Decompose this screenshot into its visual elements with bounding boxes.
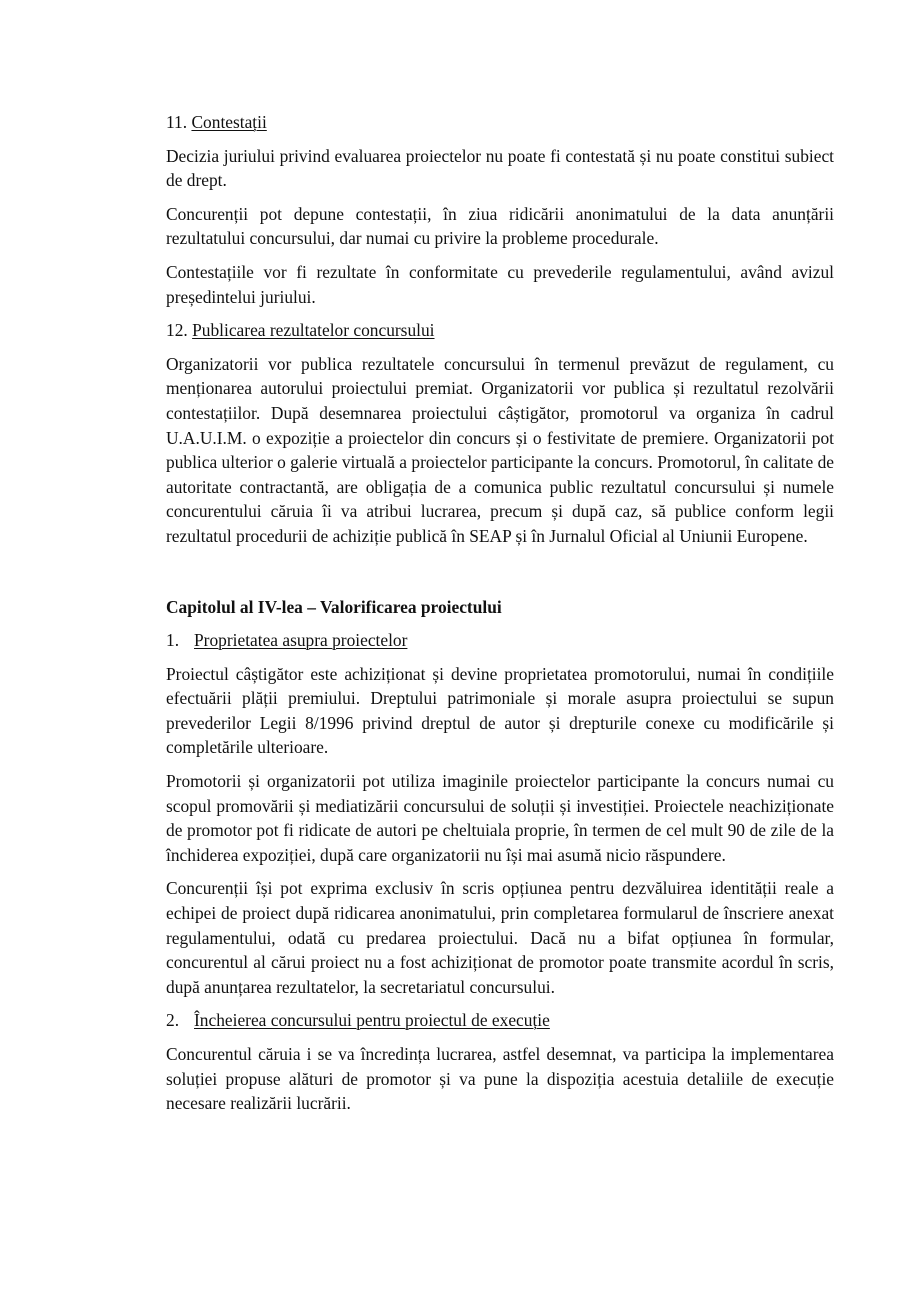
section-heading-publicarea-rezultatelor [166,318,834,343]
paragraph: Decizia juriului privind evaluarea proiectelor nu poate fi contestată și nu poate constitui subiect de drept. [166,145,834,191]
section-heading-incheierea-concursului [166,1008,834,1033]
section-heading-proprietatea [166,628,834,653]
section-title: Publicarea rezultatelor concursului [192,320,435,341]
section-title: Încheierea concursului pentru proiectul de execuție [194,1010,550,1031]
section-number: 12. [166,320,188,341]
section-number: 1. [166,630,180,651]
paragraph: Concurenții pot depune contestații, în ziua ridicării anonimatului de la data anunțării rezultatului concursului, dar numai cu privire la probleme procedurale. [166,203,834,249]
paragraph: Concurenții își pot exprima exclusiv în scris opțiunea pentru dezvăluirea identității reale a echipei de proiect după ridicarea anonimatului, prin completarea formularul de înscriere anexat regulamentului, odată cu predarea proiectului. Dacă nu a bifat opțiunea în formular, concurentul al cărui proiect nu a fost achiziționat de promotor poate transmite acordul în scris, după anunțarea rezultatelor, la secretariatul concursului. [166,878,834,997]
section-number: 11. [166,112,188,132]
section-title: Proprietatea asupra proiectelor [194,630,408,651]
paragraph: Concurentul căruia i se va încredința lucrarea, astfel desemnat, va participa la implementarea soluției propuse alături de promotor și va pune la dispoziția acestuia detaliile de execuție necesare realizării lucrării. [166,1044,834,1114]
paragraph: Proiectul câștigător este achiziționat și devine proprietatea promotorului, numai în condițiile efectuării plății premiului. Dreptului patrimoniale și morale asupra proiectului se supun prevederilor Legii 8/1996 privind dreptul de autor și drepturile conexe cu modificările și completările ulterioare. [166,663,834,758]
chapter-title: Capitolul al IV-lea – Valorificarea proiectului [166,596,502,617]
document-page [166,110,834,1125]
paragraph: Organizatorii vor publica rezultatele concursului în termenul prevăzut de regulament, cu menționarea autorului proiectului premiat. Organizatorii vor publica și rezultatul rezolvării contestațiilor. După desemnarea proiectului câștigător, promotorul va organiza în cadrul U.A.U.I.M. o expoziție a proiectelor din concurs și o festivitate de premiere. Organizatorii pot publica ulterior o galerie virtuală a proiectelor participante la concurs. Promotorul, în calitate de autoritate contractantă, are obligația de a comunica public rezultatul concursului și numele concurentului căruia îi va atribui lucrarea, precum și după caz, să publice conform legii rezultatul procedurii de achiziție publică în SEAP și în Jurnalul Oficial al Uniunii Europene. [166,353,834,546]
paragraph: Promotorii și organizatorii pot utiliza imaginile proiectelor participante la concurs numai cu scopul promovării și mediatizării concursului de soluții și investiției. Proiectele neachiziționate de promotor pot fi ridicate de autori pe cheltuiala proprie, în termen de cel mult 90 de zile de la închiderea expoziției, după care organizatorii nu își mai asumă nicio răspundere. [166,771,834,865]
section-heading-contestatii [166,110,834,135]
section-title: Contestații [191,112,267,132]
section-number: 2. [166,1010,180,1031]
paragraph: Contestațiile vor fi rezultate în conformitate cu prevederile regulamentului, având avizul președintelui juriului. [166,261,834,307]
